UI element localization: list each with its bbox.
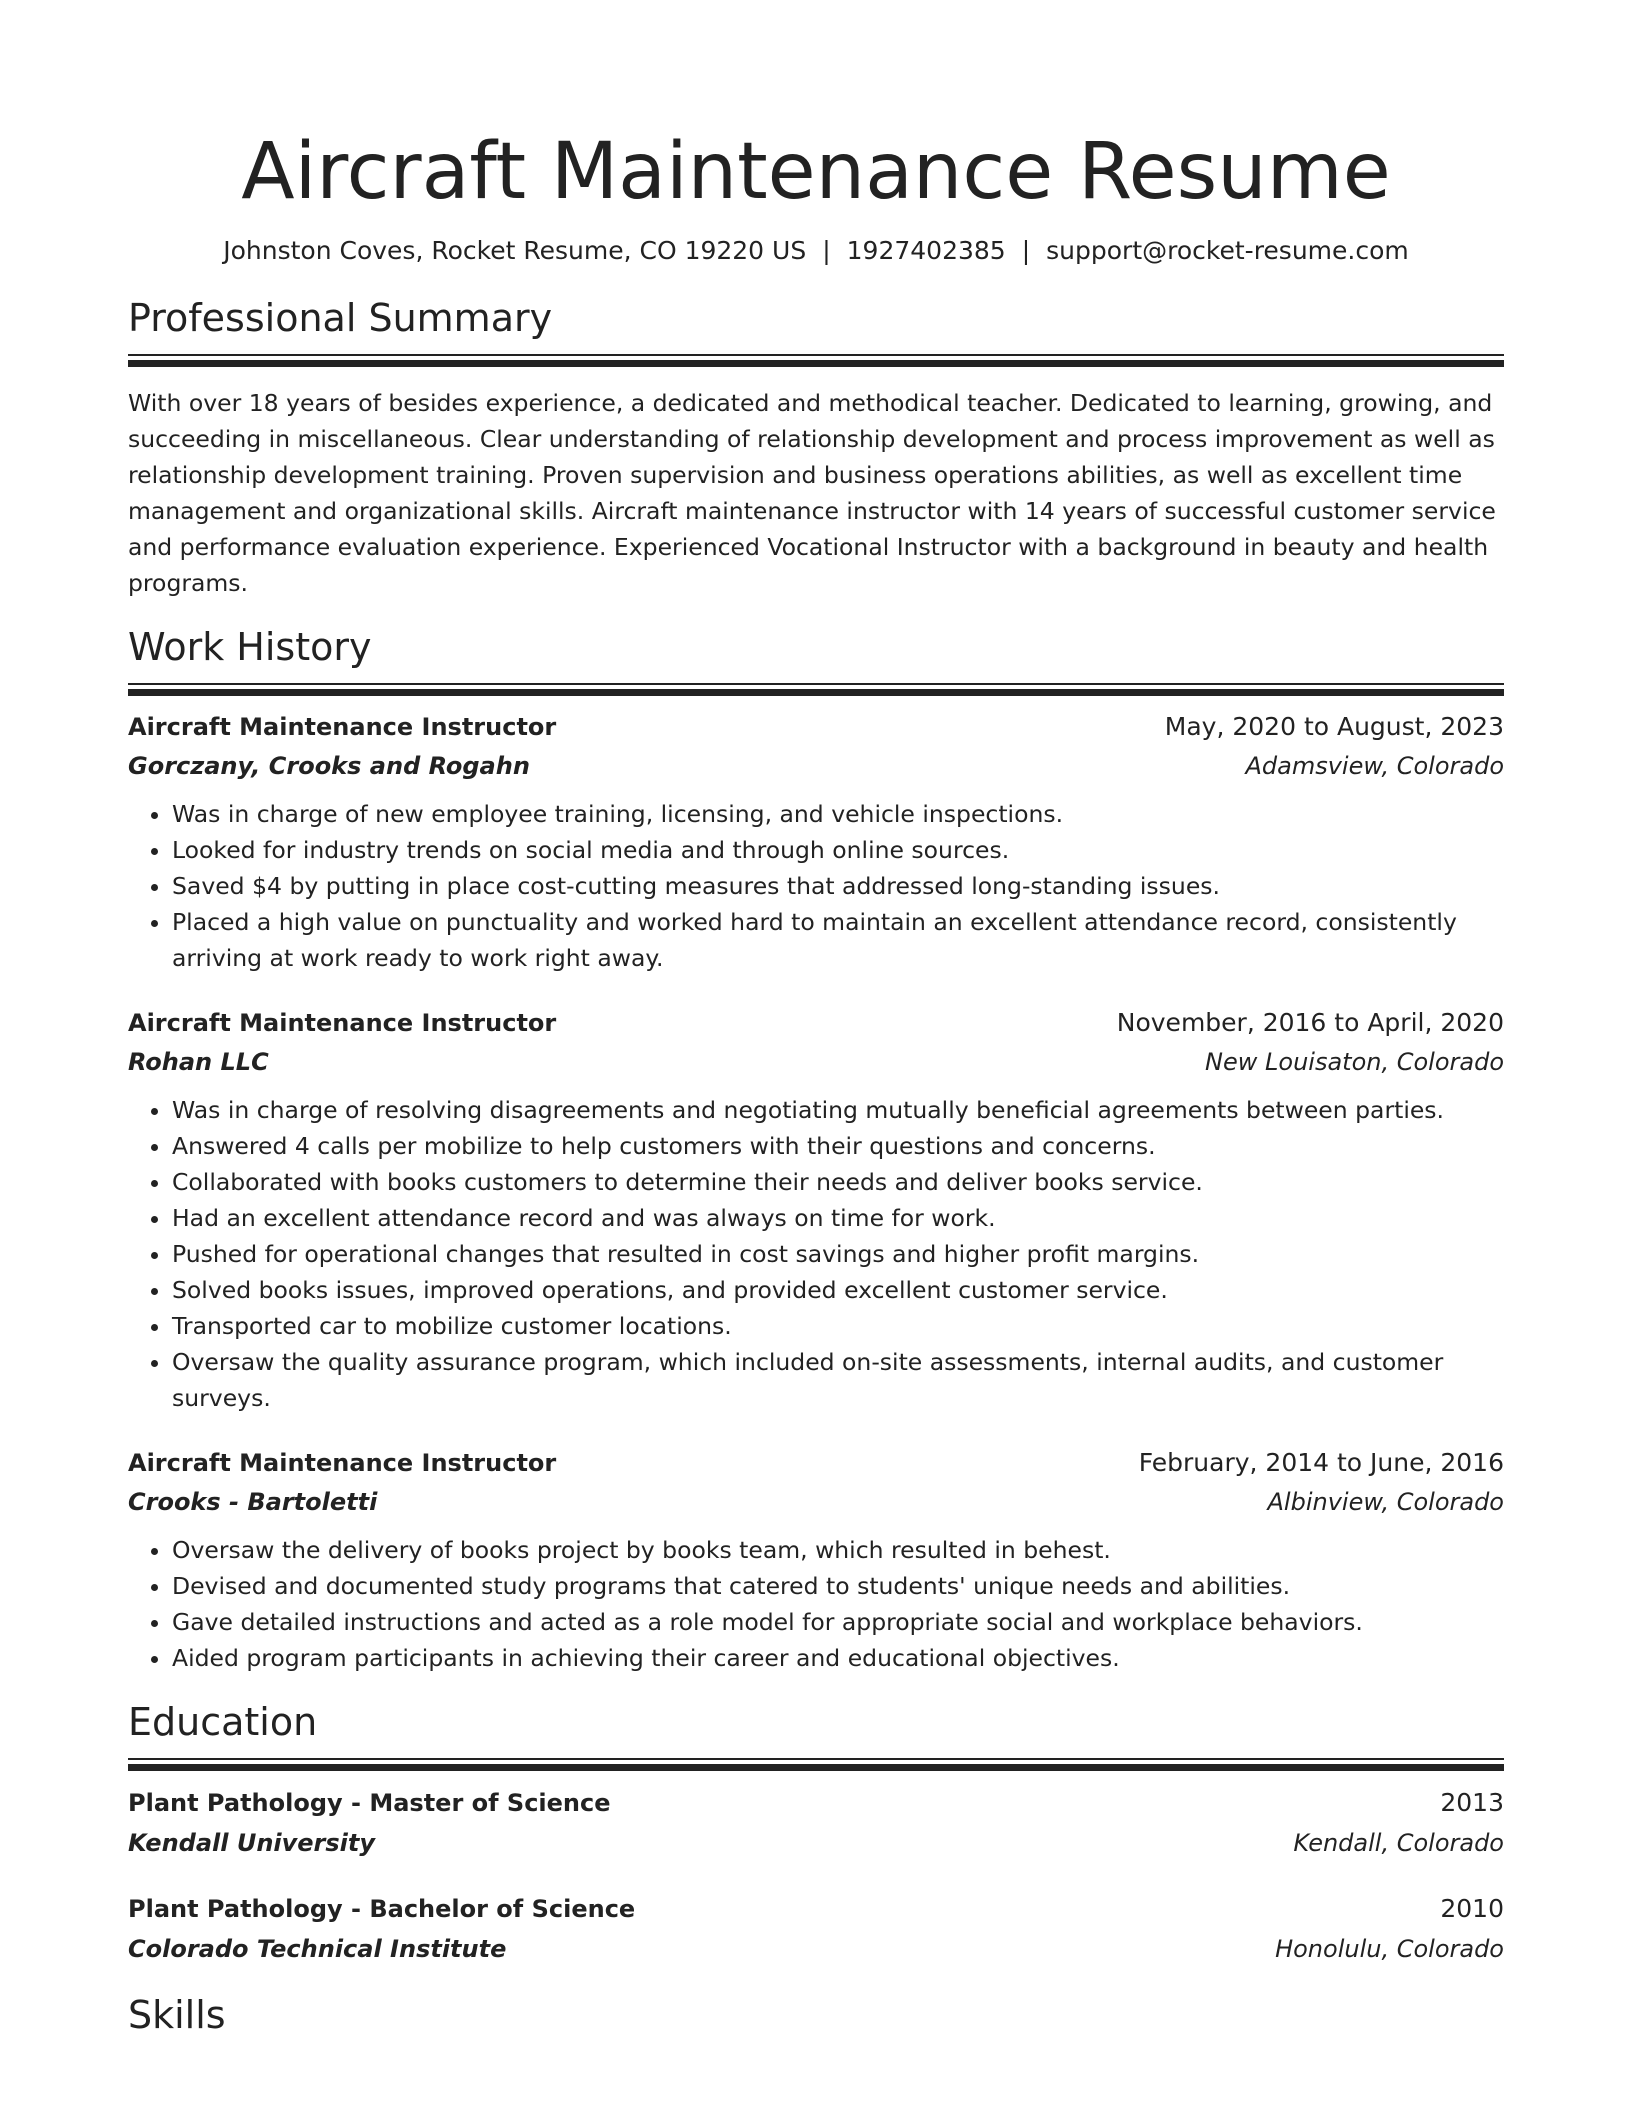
section-heading-work: Work History: [128, 625, 372, 669]
job-dates: February, 2014 to June, 2016: [1138, 1448, 1504, 1477]
contact-phone: 1927402385: [846, 236, 1006, 265]
skills-section: [128, 1991, 1504, 2039]
section-divider: [128, 1758, 1504, 1771]
job-bullets: [128, 1092, 1504, 1416]
contact-separator: |: [822, 236, 831, 265]
job-company: Rohan LLC: [128, 1048, 269, 1076]
job-location: New Louisaton, Colorado: [1205, 1048, 1504, 1076]
job-bullet: • Devised and documented study programs that catered to students' unique needs and abilities.: [172, 1568, 1504, 1604]
job-bullet: • Was in charge of new employee training, licensing, and vehicle inspections.: [172, 796, 1504, 832]
work-history-section: [128, 623, 1504, 1676]
education-section: [128, 1698, 1504, 1969]
job-bullet: • Pushed for operational changes that resulted in cost savings and higher profit margins.: [172, 1236, 1504, 1272]
job-bullet: • Oversaw the quality assurance program, which included on-site assessments, internal audits, and customer surveys.: [172, 1344, 1504, 1416]
job-bullet: • Aided program participants in achieving their career and educational objectives.: [172, 1640, 1504, 1676]
job-company: Crooks - Bartoletti: [128, 1488, 378, 1516]
job-dates: November, 2016 to April, 2020: [1116, 1008, 1504, 1037]
job-company: Gorczany, Crooks and Rogahn: [128, 752, 530, 780]
job-bullet: • Had an excellent attendance record and was always on time for work.: [172, 1200, 1504, 1236]
job-bullet: • Collaborated with books customers to determine their needs and deliver books service.: [172, 1164, 1504, 1200]
job-entry: [128, 708, 1504, 976]
job-bullet: • Saved $4 by putting in place cost-cutting measures that addressed long-standing issues.: [172, 868, 1504, 904]
resume-page: [128, 0, 1504, 2039]
section-heading-education: Education: [128, 1700, 318, 1744]
degree-year: 2013: [1440, 1788, 1504, 1817]
section-divider: [128, 354, 1504, 367]
contact-separator: |: [1021, 236, 1031, 265]
job-bullet: • Solved books issues, improved operations, and provided excellent customer service.: [172, 1272, 1504, 1308]
education-entry: [128, 1889, 1504, 1969]
education-entry: [128, 1783, 1504, 1863]
job-bullet: • Oversaw the delivery of books project by books team, which resulted in behest.: [172, 1532, 1504, 1568]
resume-title: Aircraft Maintenance Resume: [241, 127, 1391, 217]
school-location: Honolulu, Colorado: [1275, 1935, 1504, 1963]
job-title: Aircraft Maintenance Instructor: [128, 1009, 557, 1037]
section-divider: [128, 683, 1504, 696]
contact-address: Johnston Coves, Rocket Resume, CO 19220 US: [223, 236, 807, 265]
degree-title: Plant Pathology - Master of Science: [128, 1789, 611, 1817]
school-name: Colorado Technical Institute: [128, 1935, 507, 1963]
job-entry: [128, 1004, 1504, 1416]
job-location: Adamsview, Colorado: [1245, 752, 1504, 780]
job-location: Albinview, Colorado: [1267, 1488, 1504, 1516]
section-heading-skills: Skills: [128, 1993, 226, 2037]
job-bullet: • Placed a high value on punctuality and worked hard to maintain an excellent attendance record, consistently arriving at work ready to work right away.: [172, 904, 1504, 976]
job-bullets: [128, 1532, 1504, 1676]
job-bullet: • Was in charge of resolving disagreements and negotiating mutually beneficial agreements between parties.: [172, 1092, 1504, 1128]
section-heading-summary: Professional Summary: [128, 296, 553, 340]
school-name: Kendall University: [128, 1829, 376, 1857]
contact-email: support@rocket-resume.com: [1046, 236, 1409, 265]
degree-year: 2010: [1440, 1894, 1504, 1923]
degree-title: Plant Pathology - Bachelor of Science: [128, 1895, 636, 1923]
job-bullet: • Transported car to mobilize customer locations.: [172, 1308, 1504, 1344]
job-bullet: • Answered 4 calls per mobilize to help customers with their questions and concerns.: [172, 1128, 1504, 1164]
job-dates: May, 2020 to August, 2023: [1164, 712, 1504, 741]
job-bullet: • Looked for industry trends on social media and through online sources.: [172, 832, 1504, 868]
school-location: Kendall, Colorado: [1293, 1829, 1504, 1857]
job-title: Aircraft Maintenance Instructor: [128, 1449, 557, 1477]
summary-section: [128, 294, 1504, 601]
job-bullet: • Gave detailed instructions and acted as a role model for appropriate social and workplace behaviors.: [172, 1604, 1504, 1640]
summary-text: With over 18 years of besides experience, a dedicated and methodical teacher. Dedicated to learning, growing, and succeeding in miscellaneous. Clear understanding of relationship development and process improvement as well as relationship development training. Proven supervision and business operations abilities, as well as excellent time management and organizational skills. Aircraft maintenance instructor with 14 years of successful customer service and performance evaluation experience. Experienced Vocational Instructor with a background in beauty and health programs.: [128, 389, 1496, 597]
contact-line: [128, 234, 1504, 268]
job-bullets: [128, 796, 1504, 976]
job-title: Aircraft Maintenance Instructor: [128, 713, 557, 741]
job-entry: [128, 1444, 1504, 1676]
